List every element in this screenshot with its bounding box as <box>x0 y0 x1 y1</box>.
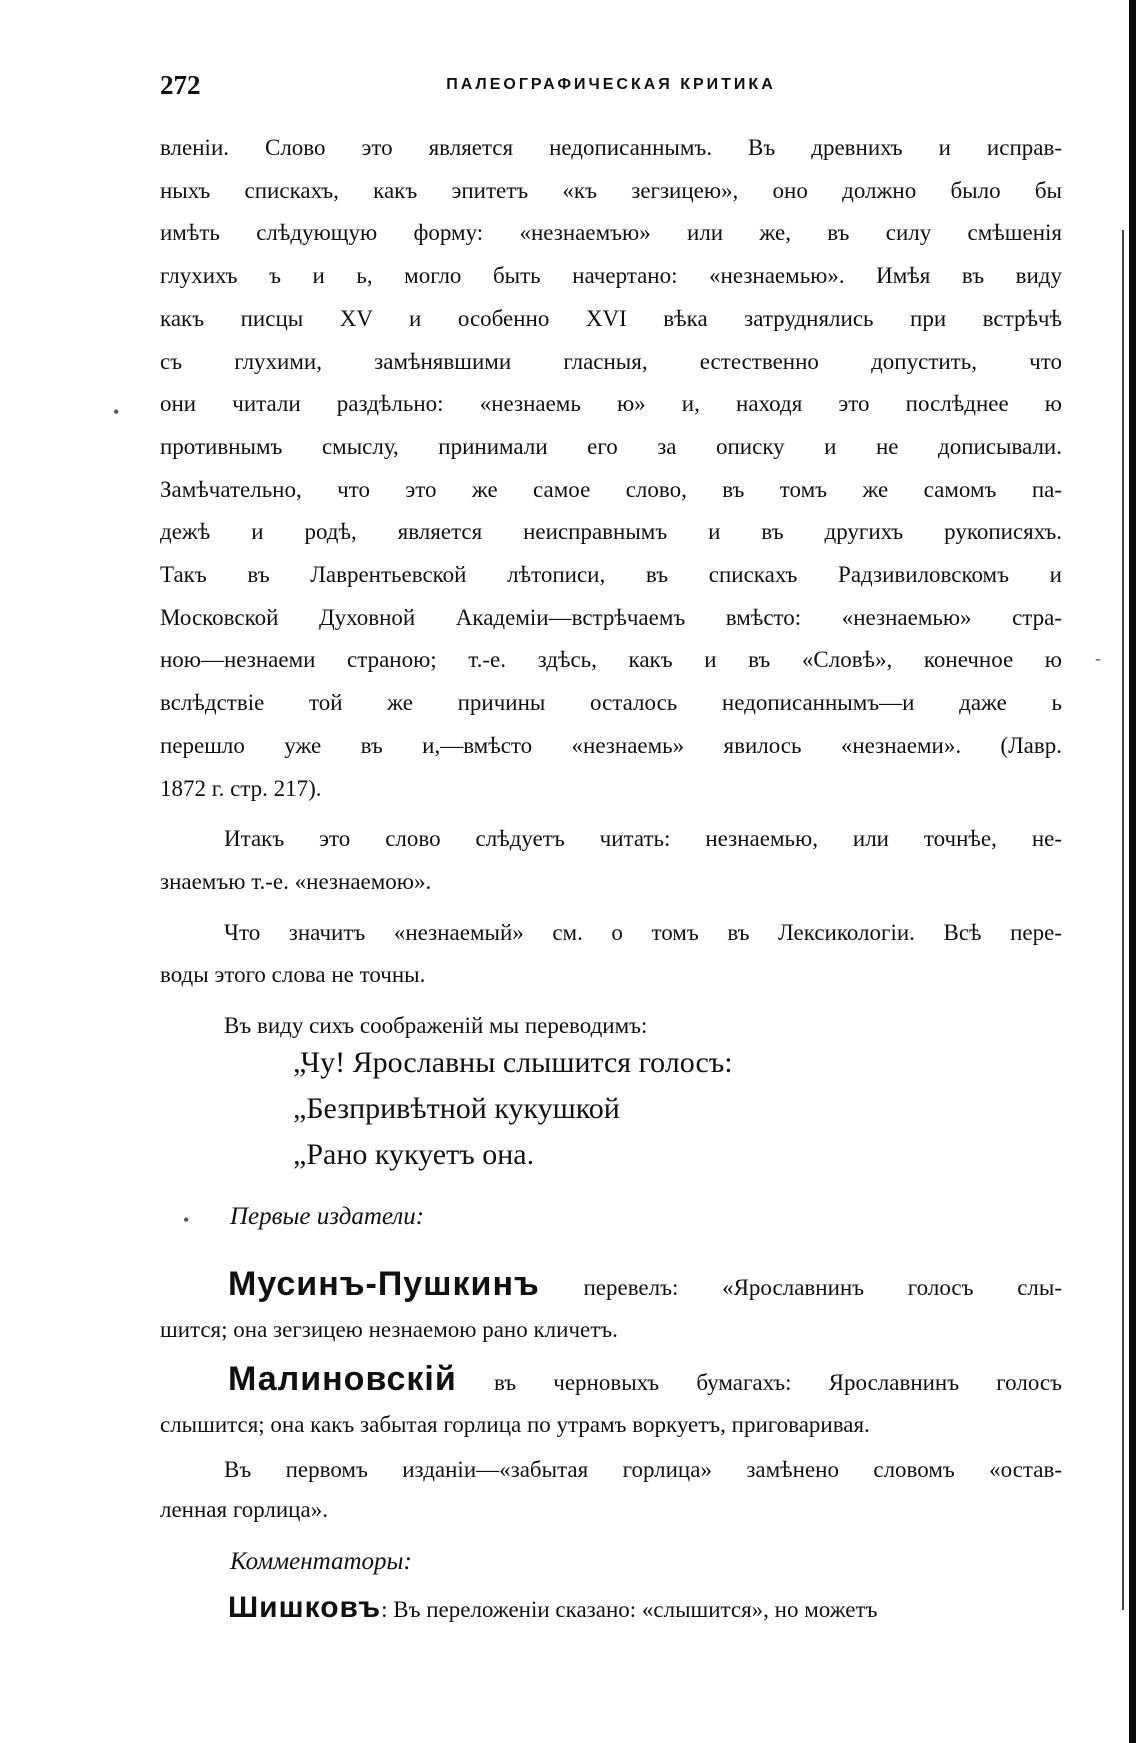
author-name: Мусинъ-Пушкинъ <box>228 1265 540 1303</box>
text-line: воды этого слова не точны. <box>160 962 426 988</box>
text-line: перешло уже въ и,—вмѣсто «незнаемь» явилось «незнаеми». (Лавр. <box>160 732 1062 758</box>
text-line: какъ писцы XV и особенно XVI вѣка затруднялись при встрѣчѣ <box>160 305 1062 331</box>
poem-line: „Чу! Ярославны слышится голосъ: <box>293 1046 733 1079</box>
text-line: въ черновыхъ бумагахъ: Ярославнинъ голосъ <box>493 1370 1062 1395</box>
text-line: : Въ переложеніи сказано: «слышится», но можетъ <box>381 1597 878 1622</box>
margin-dash: - <box>1095 648 1101 668</box>
margin-dot: • <box>113 402 120 422</box>
page-number: 272 <box>160 70 201 100</box>
text-line: Замѣчательно, что это же самое слово, въ томъ же самомъ па- <box>160 476 1062 502</box>
text-line: вслѣдствіе той же причины осталось недописаннымъ—и даже ь <box>160 690 1062 716</box>
text-line: ною—незнаеми страною; т.-е. здѣсь, какъ и въ «Словѣ», конечное ю <box>160 647 1062 673</box>
musin-pushkin-entry <box>160 1262 1062 1350</box>
author-name: Малиновскій <box>228 1360 457 1398</box>
first-editors-heading: Первые издатели: <box>230 1203 425 1230</box>
text-line: ленная горлица». <box>160 1497 328 1522</box>
commentators-heading: Комментаторы: <box>230 1548 412 1575</box>
text-line: вленіи. Слово это является недописаннымъ. Въ древнихъ и исправ- <box>160 135 1062 160</box>
text-line: перевелъ: «Ярославнинъ голосъ слы- <box>583 1275 1062 1300</box>
paragraph-3 <box>160 912 1062 997</box>
text-line: Московской Духовной Академіи—встрѣчаемъ вмѣсто: «незнаемью» стра- <box>160 604 1062 630</box>
text-line: Что значитъ «незнаемый» см. о томъ въ Лексикологіи. Всѣ пере- <box>224 919 1062 945</box>
running-title: ПАЛЕОГРАФИЧЕСКАЯ КРИТИКА <box>446 76 776 93</box>
text-line: глухихъ ъ и ь, могло быть начертано: «незнаемью». Имѣя въ виду <box>160 263 1062 289</box>
page-edge <box>1129 0 1136 1743</box>
text-line: шится; она зегзицею незнаемою рано кличетъ. <box>160 1317 618 1342</box>
text-line: 1872 г. стр. 217). <box>160 775 322 801</box>
text-line: знаемъю т.-е. «незнаемою». <box>160 868 432 894</box>
poem-line: „Безпривѣтной кукушкой <box>293 1092 620 1125</box>
margin-dot: • <box>183 1210 190 1230</box>
malinovsky-entry <box>160 1357 1062 1445</box>
text-line: слышится; она какъ забытая горлица по утрамъ воркуетъ, приговаривая. <box>160 1412 870 1437</box>
text-line: имѣть слѣдующую форму: «незнаемъю» или же, въ силу смѣшенія <box>160 220 1062 246</box>
text-line: Въ виду сихъ соображеній мы переводимъ: <box>224 1013 648 1039</box>
commentators-section <box>160 1542 1062 1582</box>
text-line: они читали раздѣльно: «незнаемь ю» и, находя это послѣднее ю <box>160 391 1062 417</box>
text-line: Такъ въ Лаврентьевской лѣтописи, въ спискахъ Радзивиловскомъ и <box>160 562 1062 588</box>
text-line: Итакъ это слово слѣдуетъ читать: незнаемью, или точнѣе, не- <box>224 826 1062 852</box>
shishkov-entry <box>160 1586 1062 1632</box>
poem-line: „Рано кукуетъ она. <box>293 1138 535 1171</box>
text-line: Въ первомъ изданіи—«забытая горлица» замѣнено словомъ «остав- <box>224 1457 1062 1482</box>
text-line: ныхъ спискахъ, какъ эпитетъ «къ зегзицею», оно должно было бы <box>160 177 1062 203</box>
first-editors-section <box>160 1197 1062 1237</box>
text-line: противнымъ смыслу, принимали его за описку и не дописывали. <box>160 433 1062 459</box>
text-line: съ глухими, замѣнявшими гласныя, естественно допустить, что <box>160 348 1062 374</box>
text-line: дежѣ и родѣ, является неисправнымъ и въ другихъ рукописяхъ. <box>160 519 1062 545</box>
paragraph-1 <box>160 127 1062 810</box>
page-header <box>160 70 1062 100</box>
first-edition-note <box>160 1450 1062 1530</box>
paragraph-2 <box>160 818 1062 903</box>
main-text <box>160 127 1062 1048</box>
author-name: Шишковъ <box>228 1591 382 1624</box>
page-edge-inner <box>1122 230 1124 1610</box>
poem-translation <box>293 1040 993 1178</box>
